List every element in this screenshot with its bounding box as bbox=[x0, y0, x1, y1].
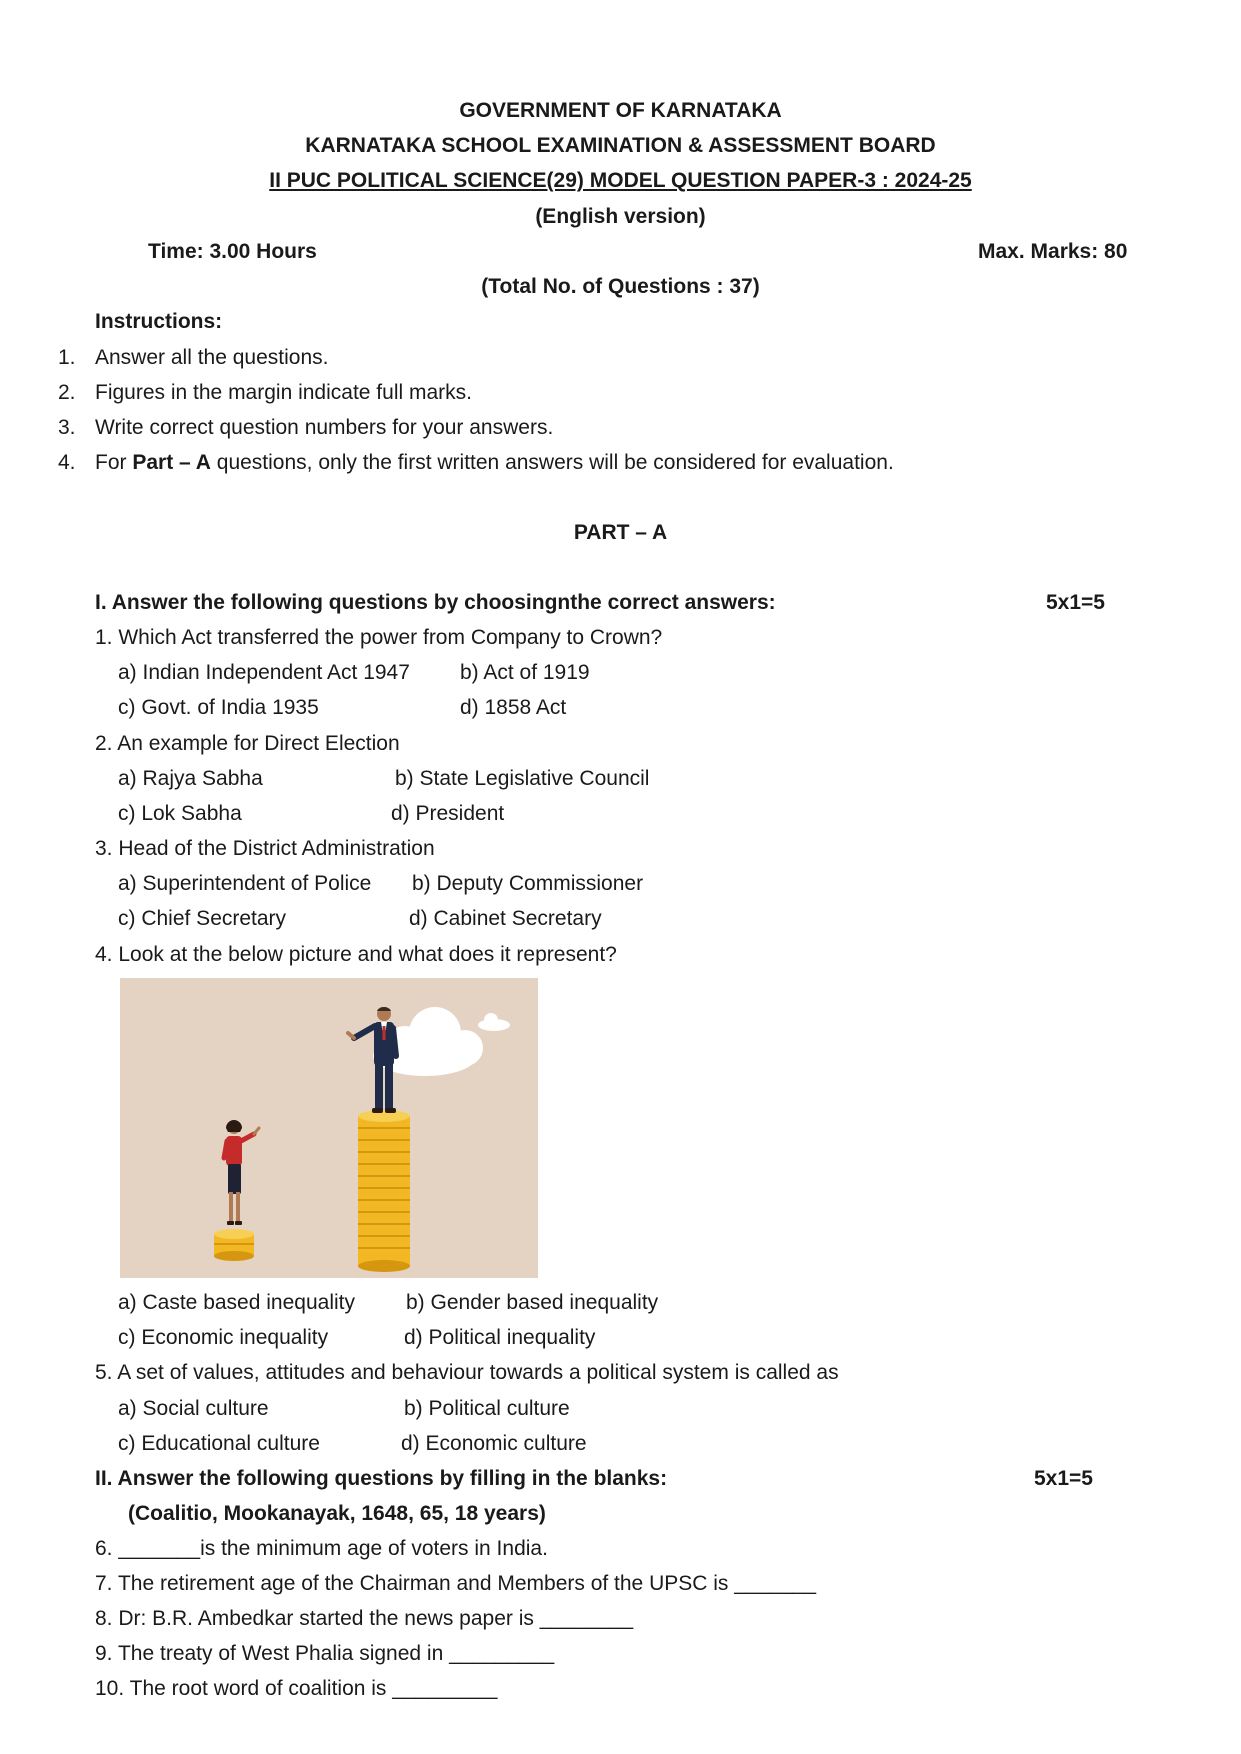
option-b: b) Act of 1919 bbox=[460, 661, 590, 684]
section-1-heading: I. Answer the following questions by choosingnthe correct answers: bbox=[95, 591, 776, 614]
question-2: 2. An example for Direct Election bbox=[95, 732, 400, 755]
instruction-number: 3. bbox=[58, 416, 76, 439]
instruction-text: Figures in the margin indicate full marks. bbox=[95, 381, 472, 404]
option-a: a) Indian Independent Act 1947 bbox=[118, 661, 410, 684]
option-a: a) Caste based inequality bbox=[118, 1291, 355, 1314]
question-1: 1. Which Act transferred the power from Company to Crown? bbox=[95, 626, 663, 649]
option-d: d) Political inequality bbox=[404, 1326, 596, 1349]
fill-in-options: (Coalitio, Mookanayak, 1648, 65, 18 years) bbox=[128, 1502, 546, 1525]
instruction-number: 4. bbox=[58, 451, 76, 474]
short-coin-stack bbox=[214, 1229, 254, 1261]
tall-coin-stack bbox=[358, 1110, 410, 1272]
economic-inequality-illustration bbox=[120, 978, 538, 1278]
header-version: (English version) bbox=[535, 205, 706, 228]
instruction-text-post: questions, only the first written answers will be considered for evaluation. bbox=[210, 451, 894, 474]
part-a-title: PART – A bbox=[573, 521, 668, 544]
question-3: 3. Head of the District Administration bbox=[95, 837, 435, 860]
section-2-marks: 5x1=5 bbox=[1034, 1467, 1093, 1490]
header-board: KARNATAKA SCHOOL EXAMINATION & ASSESSMENT BOARD bbox=[305, 134, 936, 157]
option-a: a) Social culture bbox=[118, 1397, 269, 1420]
instruction-text: Write correct question numbers for your answers. bbox=[95, 416, 554, 439]
question-7: 7. The retirement age of the Chairman and Members of the UPSC is _______ bbox=[95, 1572, 817, 1595]
max-marks: Max. Marks: 80 bbox=[978, 240, 1128, 263]
option-a: a) Rajya Sabha bbox=[118, 767, 263, 790]
question-9: 9. The treaty of West Phalia signed in _________ bbox=[95, 1642, 555, 1665]
instruction-text-pre: For bbox=[95, 451, 133, 474]
header-government: GOVERNMENT OF KARNATAKA bbox=[459, 99, 782, 122]
option-b: b) State Legislative Council bbox=[395, 767, 650, 790]
option-c: c) Lok Sabha bbox=[118, 802, 242, 825]
question-5: 5. A set of values, attitudes and behaviour towards a political system is called as bbox=[95, 1361, 839, 1384]
option-c: c) Economic inequality bbox=[118, 1326, 329, 1349]
instruction-number: 2. bbox=[58, 381, 76, 404]
option-c: c) Govt. of India 1935 bbox=[118, 696, 319, 719]
instructions-heading: Instructions: bbox=[95, 310, 223, 333]
question-6: 6. _______is the minimum age of voters in India. bbox=[95, 1537, 548, 1560]
option-d: d) Economic culture bbox=[401, 1432, 587, 1455]
instruction-text bbox=[95, 450, 894, 476]
option-c: c) Chief Secretary bbox=[118, 907, 287, 930]
option-b: b) Political culture bbox=[404, 1397, 570, 1420]
option-b: b) Deputy Commissioner bbox=[412, 872, 644, 895]
option-a: a) Superintendent of Police bbox=[118, 872, 372, 895]
option-d: d) President bbox=[391, 802, 505, 825]
section-1-marks: 5x1=5 bbox=[1046, 591, 1105, 614]
section-2-heading: II. Answer the following questions by filling in the blanks: bbox=[95, 1467, 668, 1490]
option-d: d) Cabinet Secretary bbox=[409, 907, 602, 930]
question-4: 4. Look at the below picture and what does it represent? bbox=[95, 943, 617, 966]
question-10: 10. The root word of coalition is _________ bbox=[95, 1677, 498, 1700]
instruction-text-bold: Part – A bbox=[132, 451, 211, 474]
option-b: b) Gender based inequality bbox=[406, 1291, 659, 1314]
exam-time: Time: 3.00 Hours bbox=[148, 240, 317, 263]
picture-background bbox=[120, 978, 538, 1278]
option-d: d) 1858 Act bbox=[460, 696, 567, 719]
instruction-text: Answer all the questions. bbox=[95, 346, 329, 369]
option-c: c) Educational culture bbox=[118, 1432, 320, 1455]
header-paper-title: II PUC POLITICAL SCIENCE(29) MODEL QUESTION PAPER-3 : 2024-25 bbox=[269, 169, 972, 192]
instruction-number: 1. bbox=[58, 346, 76, 369]
question-8: 8. Dr: B.R. Ambedkar started the news paper is ________ bbox=[95, 1607, 634, 1630]
total-questions: (Total No. of Questions : 37) bbox=[481, 275, 760, 298]
